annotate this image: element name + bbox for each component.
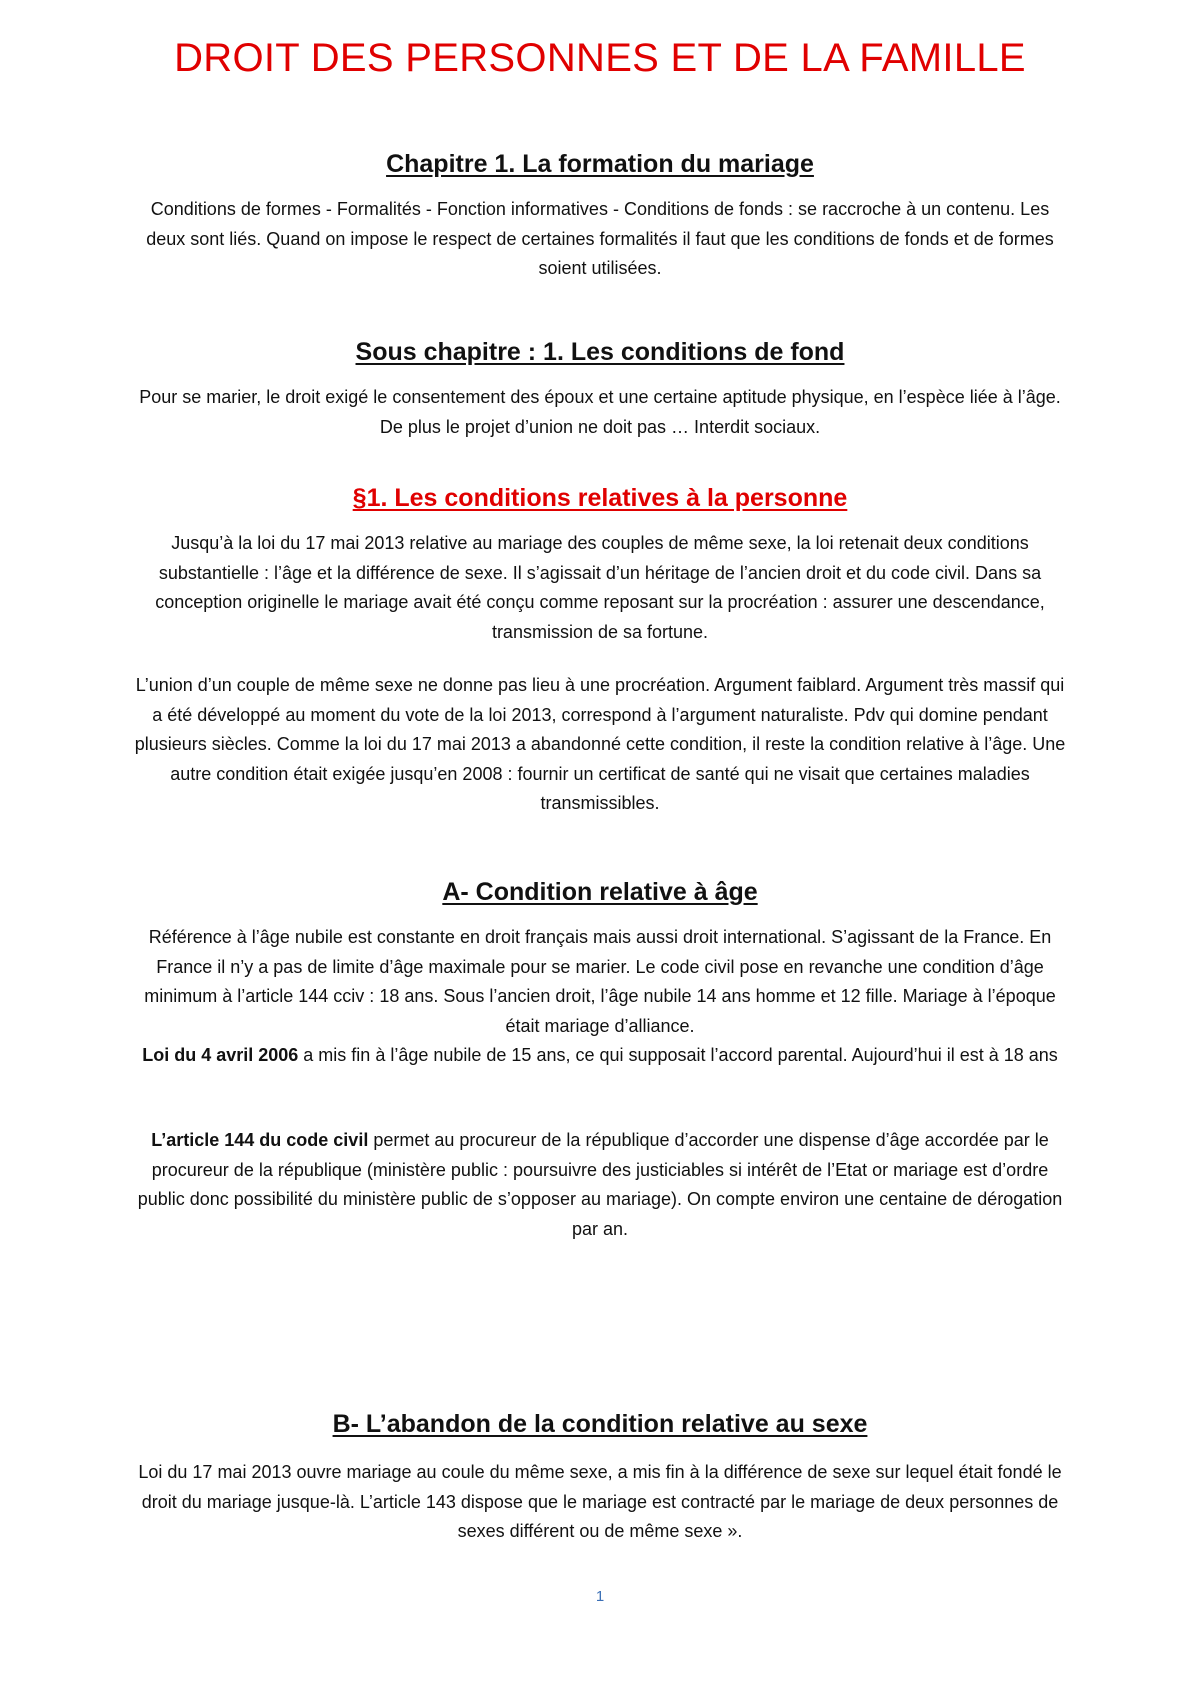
section-b-heading: B- L’abandon de la condition relative au sexe — [332, 1410, 868, 1438]
page-number: 1 — [595, 1588, 605, 1605]
chapter-heading: Chapitre 1. La formation du mariage — [386, 150, 814, 178]
section-a-paragraph-2-text: a mis fin à l’âge nubile de 15 ans, ce qui supposait l’accord parental. Aujourd’hui il est à 18 ans — [298, 1045, 1058, 1065]
subchapter-paragraph: Pour se marier, le droit exigé le consentement des époux et une certaine aptitude physique, en l’espèce liée à l’âge. De plus le projet d’union ne doit pas … Interdit sociaux. — [139, 387, 1061, 437]
section-a-paragraph-1: Référence à l’âge nubile est constante en droit français mais aussi droit international. S’agissant de la France. En France il n’y a pas de limite d’âge maximale pour se marier. Le code civil pose en revanche une condition d’âge minimum à l’article 144 cciv : 18 ans. Sous l’ancien droit, l’âge nubile 14 ans homme et 12 fille. Mariage à l’époque était mariage d’alliance. — [144, 927, 1056, 1036]
section-a-heading: A- Condition relative à âge — [442, 878, 758, 906]
section-1-paragraph-1: Jusqu’à la loi du 17 mai 2013 relative au mariage des couples de même sexe, la loi retenait deux conditions substantielle : l’âge et la différence de sexe. Il s’agissait d’un héritage de l’ancien droit et du code civil. Dans sa conception originelle le mariage avait été conçu comme reposant sur la procréation : assurer une descendance, transmission de sa fortune. — [155, 533, 1045, 642]
section-a-paragraph-2 — [130, 1041, 1070, 1071]
section-a-paragraph-3-text: permet au procureur de la république d’accorder une dispense d’âge accordée par le procureur de la république (ministère public : poursuivre des justiciables si intérêt de l’Etat or mariage est d’ordre public donc possibilité du ministère public de s’opposer au mariage). On compte environ une centaine de dérogation par an. — [137, 1130, 1063, 1239]
subchapter-heading: Sous chapitre : 1. Les conditions de fond — [355, 338, 845, 366]
article-reference: L’article 144 du code civil — [151, 1130, 369, 1150]
law-reference: Loi du 4 avril 2006 — [142, 1045, 299, 1065]
section-b-paragraph: Loi du 17 mai 2013 ouvre mariage au coule du même sexe, a mis fin à la différence de sexe sur lequel était fondé le droit du mariage jusque-là. L’article 143 dispose que le mariage est contracté par le mariage de deux personnes de sexes différent ou de même sexe ». — [138, 1462, 1062, 1541]
chapter-paragraph: Conditions de formes - Formalités - Fonction informatives - Conditions de fonds : se raccroche à un contenu. Les deux sont liés. Quand on impose le respect de certaines formalités il faut que les conditions de fonds et de formes soient utilisées. — [146, 199, 1054, 278]
section-1-heading: §1. Les conditions relatives à la personne — [352, 484, 848, 512]
section-1-paragraph-2: L’union d’un couple de même sexe ne donne pas lieu à une procréation. Argument faiblard. Argument très massif qui a été développé au moment du vote de la loi 2013, correspond à l’argument naturaliste. Pdv qui domine pendant plusieurs siècles. Comme la loi du 17 mai 2013 a abandonné cette condition, il reste la condition relative à l’âge. Une autre condition était exigée jusqu’en 2008 : fournir un certificat de santé qui ne visait que certaines maladies transmissibles. — [134, 675, 1066, 813]
document-title: DROIT DES PERSONNES ET DE LA FAMILLE — [174, 36, 1026, 80]
section-a-paragraph-3 — [130, 1126, 1070, 1244]
